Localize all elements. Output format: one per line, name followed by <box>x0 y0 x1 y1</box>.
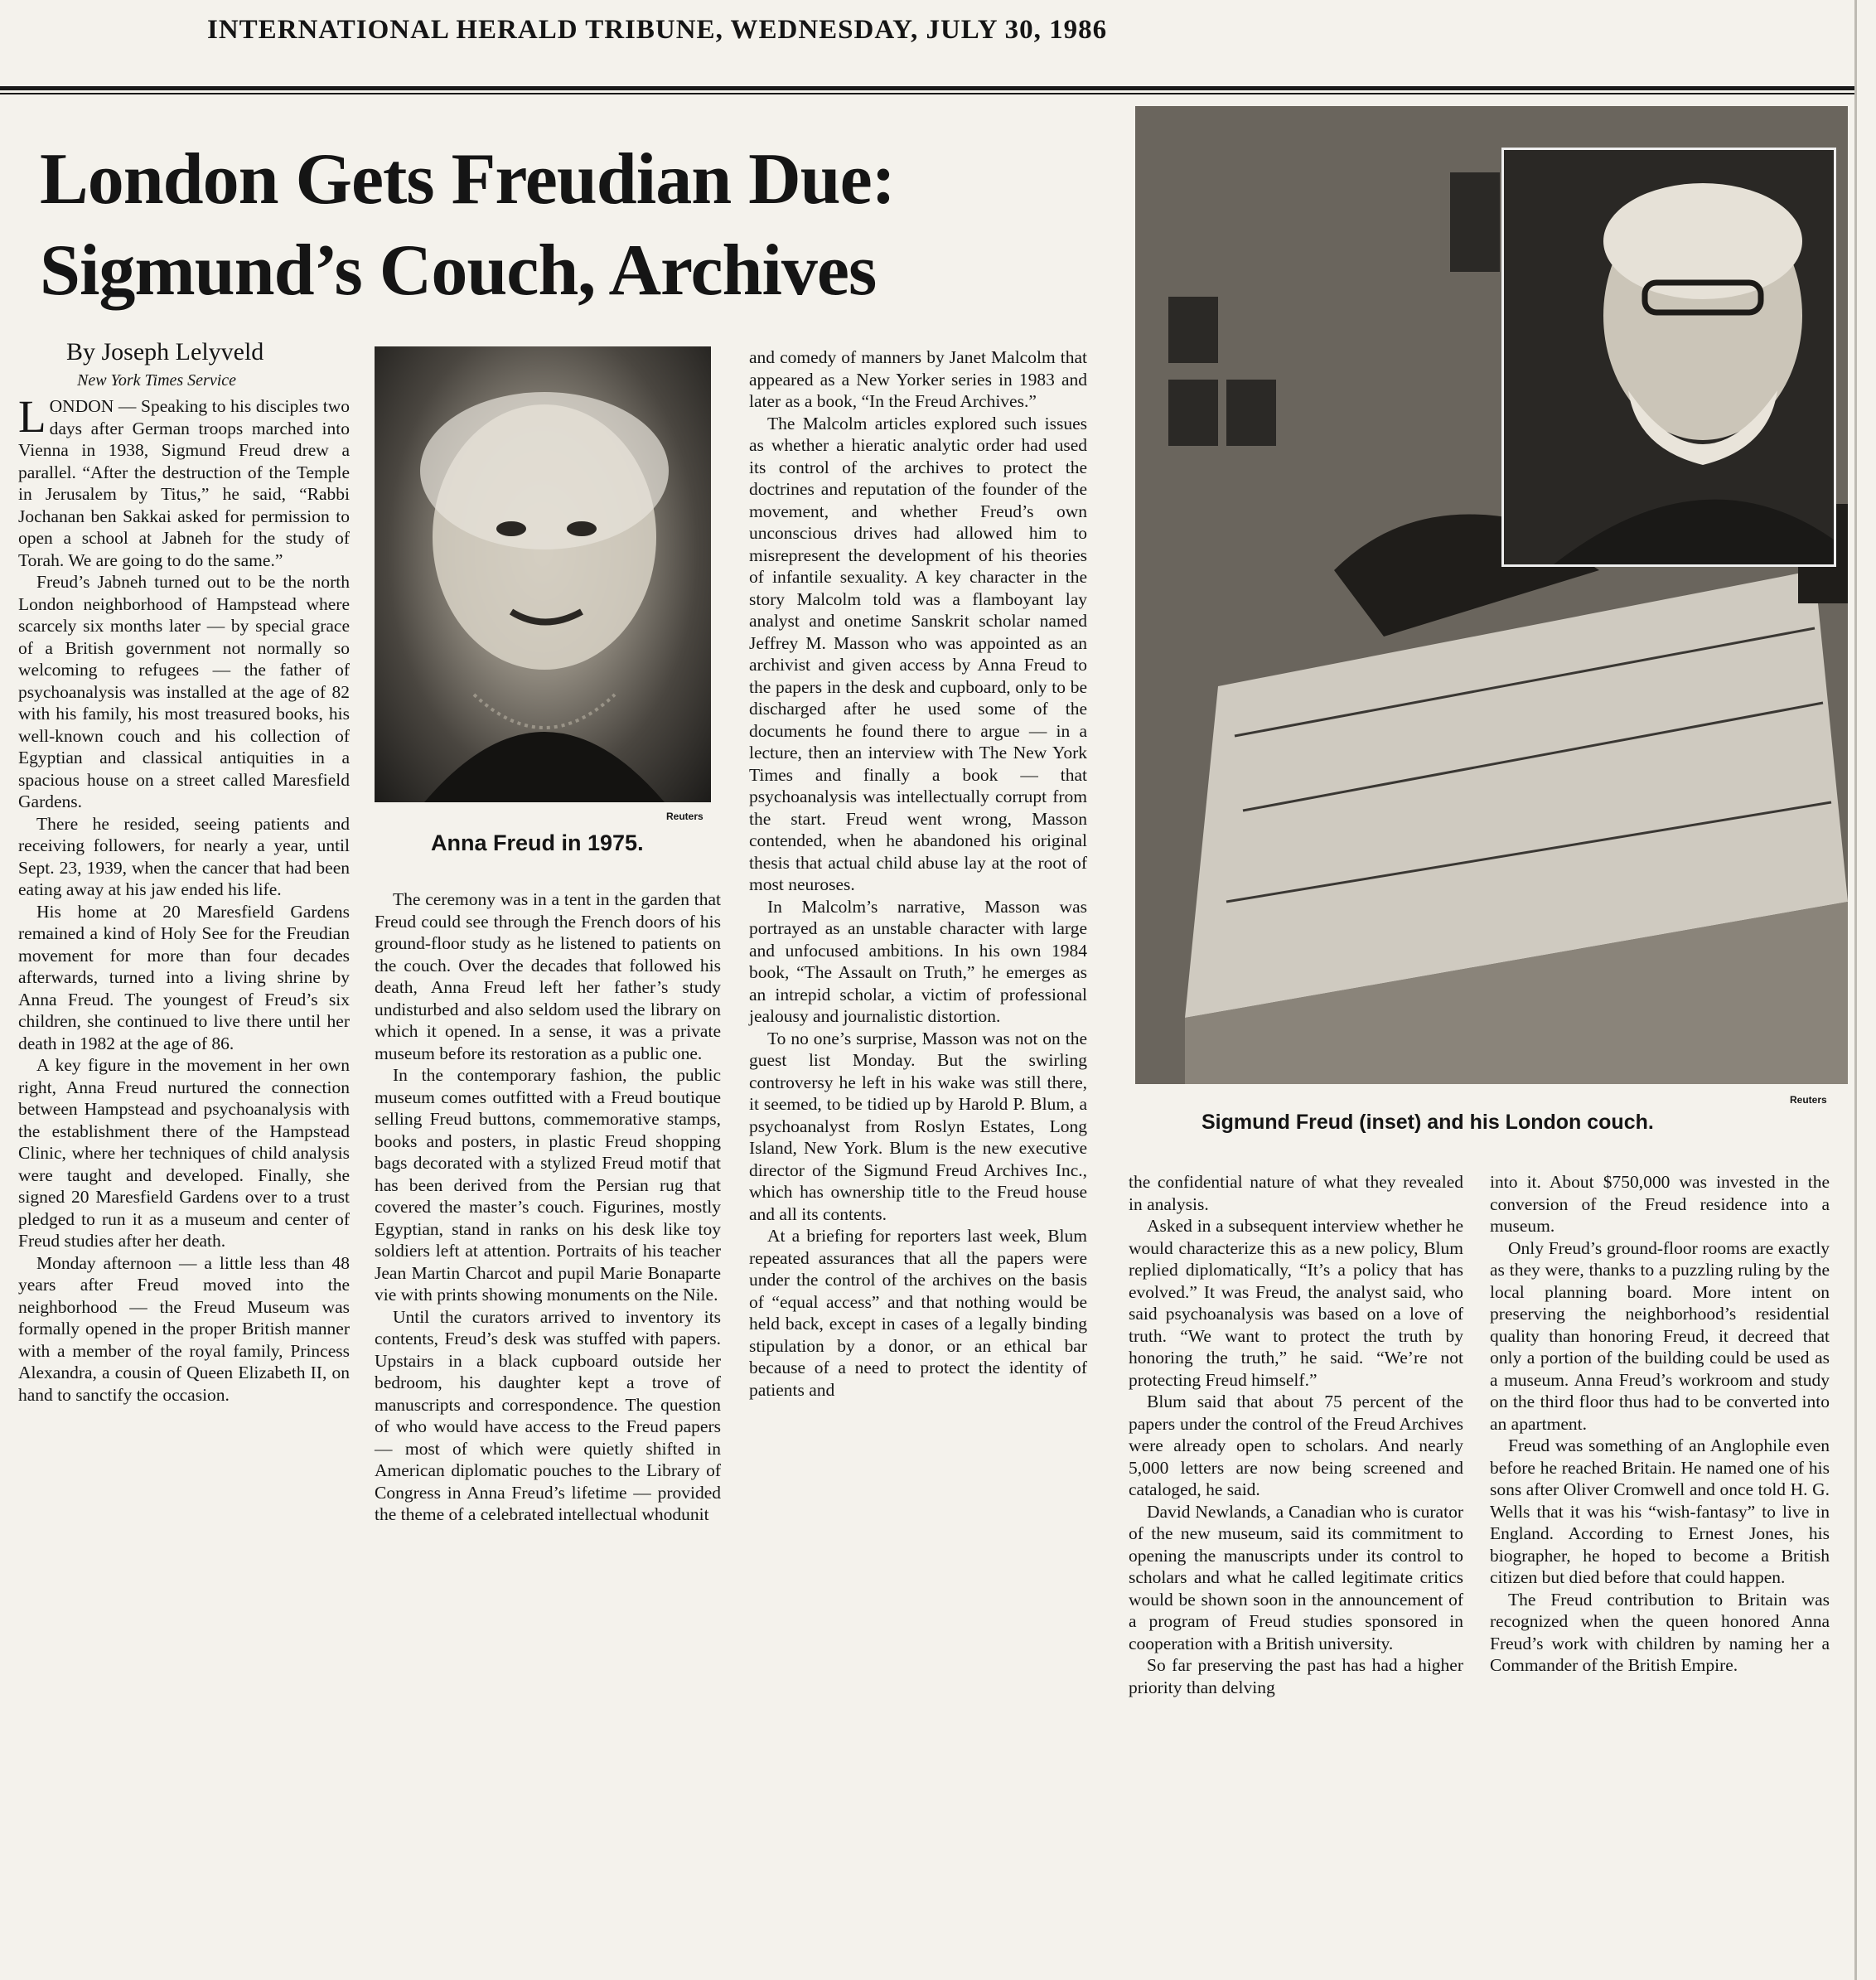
paragraph: Freud was something of an Anglophile even before he reached Britain. He named one of his sons after Oliver Cromwell and once told H. G. Wells that it was his “wish-fantasy” to live in England. According to Ernest Jones, his biographer, he hoped to become a British citizen but died before that could happen. <box>1490 1435 1830 1587</box>
paragraph: So far preserving the past has had a higher priority than delving <box>1129 1655 1463 1697</box>
paragraph: To no one’s surprise, Masson was not on the guest list Monday. But the swirling controversy he left in his wake was still there, it seemed, to be tidied up by Harold P. Blum, a psychoanalyst from Roslyn Estates, Long Island, New York. Blum is the new executive director of the Sigmund Freud Archives Inc., which has ownership title to the Freud house and all its contents. <box>749 1028 1087 1224</box>
freud-inset-portrait <box>1501 148 1836 567</box>
column-2 <box>375 888 721 1526</box>
headline-line-2: Sigmund’s Couch, Archives <box>40 230 877 311</box>
column-5 <box>1490 1171 1830 1677</box>
paragraph: The ceremony was in a tent in the garden that Freud could see through the French doors of his ground-floor study as he listened to patients on the couch. Over the decades that followed his death, Anna Freud left her father’s study undisturbed and also seldom used the library on which it opened. In a sense, it was a private museum before its restoration as a public one. <box>375 889 721 1063</box>
paragraph: In the contemporary fashion, the public museum comes outfitted with a Freud boutique selling Freud buttons, commemorative stamps, books and posters, in plastic Freud shopping bags decorated with a stylized Freud motif that has been derived from the Persian rug that covered the master’s couch. Figurines, mostly Egyptian, stand in ranks on his desk like toy soldiers left at attention. Portraits of his teacher Jean Martin Charcot and pupil Marie Bonaparte vie with prints showing monuments on the Nile. <box>375 1065 721 1305</box>
anna-freud-photo <box>375 346 711 802</box>
paragraph: There he resided, seeing patients and receiving followers, for nearly a year, until Sept. 23, 1939, when the cancer that had been eating away at his jaw ended his life. <box>18 813 350 899</box>
paragraph: Only Freud’s ground-floor rooms are exactly as they were, thanks to a puzzling ruling by the local planning board. More intent on preserving the neighborhood’s residential quality than honoring Freud, it decreed that only a portion of the building could be used as a museum. Anna Freud’s workroom and study on the third floor thus had to be converted into an apartment. <box>1490 1237 1830 1434</box>
column-1 <box>18 391 350 1406</box>
paragraph: In Malcolm’s narrative, Masson was portrayed as an unstable character with large and unfocused ambitions. In his own 1984 book, “The Assault on Truth,” he emerges as an intrepid scholar, a victim of professional jealousy and journalistic distortion. <box>749 896 1087 1026</box>
paragraph: David Newlands, a Canadian who is curator of the new museum, said its commitment to opening the manuscripts under its control to scholars and what he called legitimate critics would be shown soon in the announcement of a program of Freud studies sponsored in cooperation with a British university. <box>1129 1501 1463 1653</box>
paragraph: The Malcolm articles explored such issues as whether a hieratic analytic order had used its control of the archives to protect the doctrines and reputation of the founder of the movement, and whether Freud’s own unconscious drives had allowed him to misrepresent the development of his theories of infantile sexuality. A key character in the story Malcolm told was a flamboyant lay analyst and onetime Sanskrit scholar named Jeffrey M. Masson who was appointed as an archivist and given access by Anna Freud to the papers in the desk and cupboard, only to be discharged after he used some of the documents he found there to argue — in a lecture, then an interview with The New York Times and finally a book — that psychoanalysis was intellectually corrupt from the start. Freud went wrong, Masson contended, when he abandoned his original thesis that actual child abuse lay at the root of most neuroses. <box>749 413 1087 894</box>
photo-credit: Reuters <box>1790 1094 1827 1106</box>
headline <box>40 134 1117 317</box>
masthead-rule-thin <box>0 93 1856 94</box>
masthead-rule <box>0 86 1856 90</box>
photo-caption: Sigmund Freud (inset) and his London couch. <box>1202 1111 1654 1134</box>
paragraph: His home at 20 Maresfield Gardens remained a kind of Holy See for the Freudian movement for more than four decades afterwards, turned into a living shrine by Anna Freud. The youngest of Freud’s six children, she continued to live there until her death in 1982 at the age of 86. <box>18 901 350 1053</box>
headline-line-1: London Gets Freudian Due: <box>40 139 895 220</box>
photo-caption: Anna Freud in 1975. <box>431 830 644 855</box>
masthead: INTERNATIONAL HERALD TRIBUNE, WEDNESDAY, JULY 30, 1986 <box>207 15 1108 45</box>
photo-credit: Reuters <box>666 811 704 822</box>
paragraph: The Freud contribution to Britain was recognized when the queen honored Anna Freud’s work with children by naming her a Commander of the British Empire. <box>1490 1589 1830 1675</box>
portrait-illustration <box>375 346 711 802</box>
paragraph-text: ONDON — Speaking to his disciples two days after German troops marched into Vienna in 1938, Sigmund Freud drew a parallel. “After the destruction of the Temple in Jerusalem by Titus,” he said, “Rabbi Jochanan ben Sakkai asked for permission to open a school at Jabneh for the study of Torah. We are going to do the same.” <box>18 396 350 570</box>
news-service: New York Times Service <box>77 371 237 390</box>
byline: By Joseph Lelyveld <box>66 338 264 366</box>
paragraph: into it. About $750,000 was invested in the conversion of the Freud residence into a museum. <box>1490 1172 1830 1236</box>
paragraph: Until the curators arrived to inventory its contents, Freud’s desk was stuffed with papers. Upstairs in a black cupboard outside her bedroom, his daughter kept a trove of manuscripts and correspondence. The question of who would have access to the Freud papers — most of which were quietly shifted in American diplomatic pouches to the Library of Congress in Anna Freud’s lifetime — provided the theme of a celebrated intellectual whodunit <box>375 1306 721 1524</box>
paragraph: A key figure in the movement in her own right, Anna Freud nurtured the connection between Hampstead and psychoanalysis with the establishment there of the Hampstead Clinic, where her techniques of child analysis were taught and developed. Finally, she signed 20 Maresfield Gardens over to a trust pledged to run it as a museum and center of Freud studies after her death. <box>18 1055 350 1251</box>
freud-portrait-illustration <box>1504 150 1834 564</box>
paragraph: the confidential nature of what they revealed in analysis. <box>1129 1172 1463 1214</box>
paragraph <box>18 391 350 571</box>
paragraph: Asked in a subsequent interview whether he would characterize this as a new policy, Blum replied diplomatically, “It’s a policy that has evolved.” It was Freud, the analyst said, who said psychoanalysis was based on a love of truth. “We want to protect the truth by honoring the truth,” he said. “We’re not protecting Freud himself.” <box>1129 1216 1463 1390</box>
paragraph: Monday afternoon — a little less than 48 years after Freud moved into the neighborhood — the Freud Museum was formally opened in the proper British manner with a member of the royal family, Princess Alexandra, a cousin of Queen Elizabeth II, on hand to sanctify the occasion. <box>18 1252 350 1405</box>
paragraph: and comedy of manners by Janet Malcolm that appeared as a New Yorker series in 1983 and later as a book, “In the Freud Archives.” <box>749 347 1087 411</box>
paragraph: At a briefing for reporters last week, Blum repeated assurances that all the papers were under the control of the archives on the basis of “equal access” and that nothing would be held back, except in cases of a legally binding stipulation by a donor, or an ethical bar because of a need to protect the identity of patients and <box>749 1226 1087 1400</box>
column-3 <box>749 346 1087 1401</box>
paragraph: Freud’s Jabneh turned out to be the north London neighborhood of Hampstead where scarcely six months later — by special grace of a British government not normally so welcoming to refugees — the father of psychoanalysis was installed at the age of 82 with his family, his most treasured books, his well-known couch and his collection of Egyptian and classical antiquities in a spacious house on a street called Maresfield Gardens. <box>18 572 350 811</box>
drop-cap: L <box>18 391 46 442</box>
paragraph: Blum said that about 75 percent of the papers under the control of the Freud Archives were already open to scholars. And nearly 5,000 letters are now being screened and cataloged, he said. <box>1129 1392 1463 1499</box>
column-4 <box>1129 1171 1463 1698</box>
page-edge <box>1854 0 1857 1980</box>
